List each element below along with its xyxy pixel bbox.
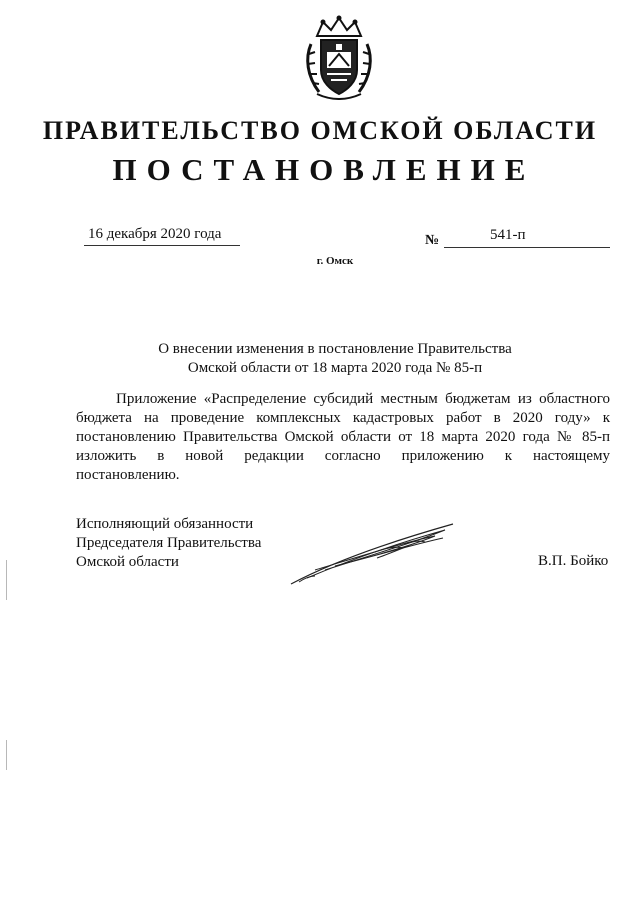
number-sign: № xyxy=(425,233,440,248)
body-line: бюджета на проведение комплексных кадастровых работ в 2020 году» к xyxy=(76,410,610,426)
handwritten-signature-icon xyxy=(285,518,460,590)
body-line: постановлению Правительства Омской области от 18 марта 2020 года № 85-п xyxy=(76,429,610,445)
omsk-coat-of-arms-icon xyxy=(303,14,375,100)
scan-edge-mark xyxy=(6,740,7,770)
signer-position-line: Исполняющий обязанности xyxy=(76,516,254,532)
scan-edge-mark xyxy=(6,560,7,600)
body-line: постановлению. xyxy=(76,467,180,483)
subject-line: Омской области от 18 марта 2020 года № 85-п xyxy=(187,360,483,376)
body-line: изложить в новой редакции согласно приложению к настоящему xyxy=(76,448,610,464)
document-body xyxy=(76,390,610,485)
document-subject xyxy=(0,340,640,378)
signer-name: В.П. Бойко xyxy=(538,553,609,569)
signer-position-line: Омской области xyxy=(76,554,179,570)
government-title: ПРАВИТЕЛЬСТВО ОМСКОЙ ОБЛАСТИ xyxy=(42,116,598,145)
date-underline xyxy=(84,245,240,246)
body-line: Приложение «Распределение субсидий местным бюджетам из областного xyxy=(116,391,610,407)
number-underline xyxy=(444,247,610,248)
document-date: 16 декабря 2020 года xyxy=(88,226,222,242)
signer-position xyxy=(76,515,261,572)
signer-position-line: Председателя Правительства xyxy=(76,535,262,551)
document-type-title: ПОСТАНОВЛЕНИЕ xyxy=(112,152,536,187)
city-label: г. Омск xyxy=(316,255,354,267)
subject-line: О внесении изменения в постановление Правительства xyxy=(158,341,512,357)
document-number: 541-п xyxy=(490,227,526,243)
